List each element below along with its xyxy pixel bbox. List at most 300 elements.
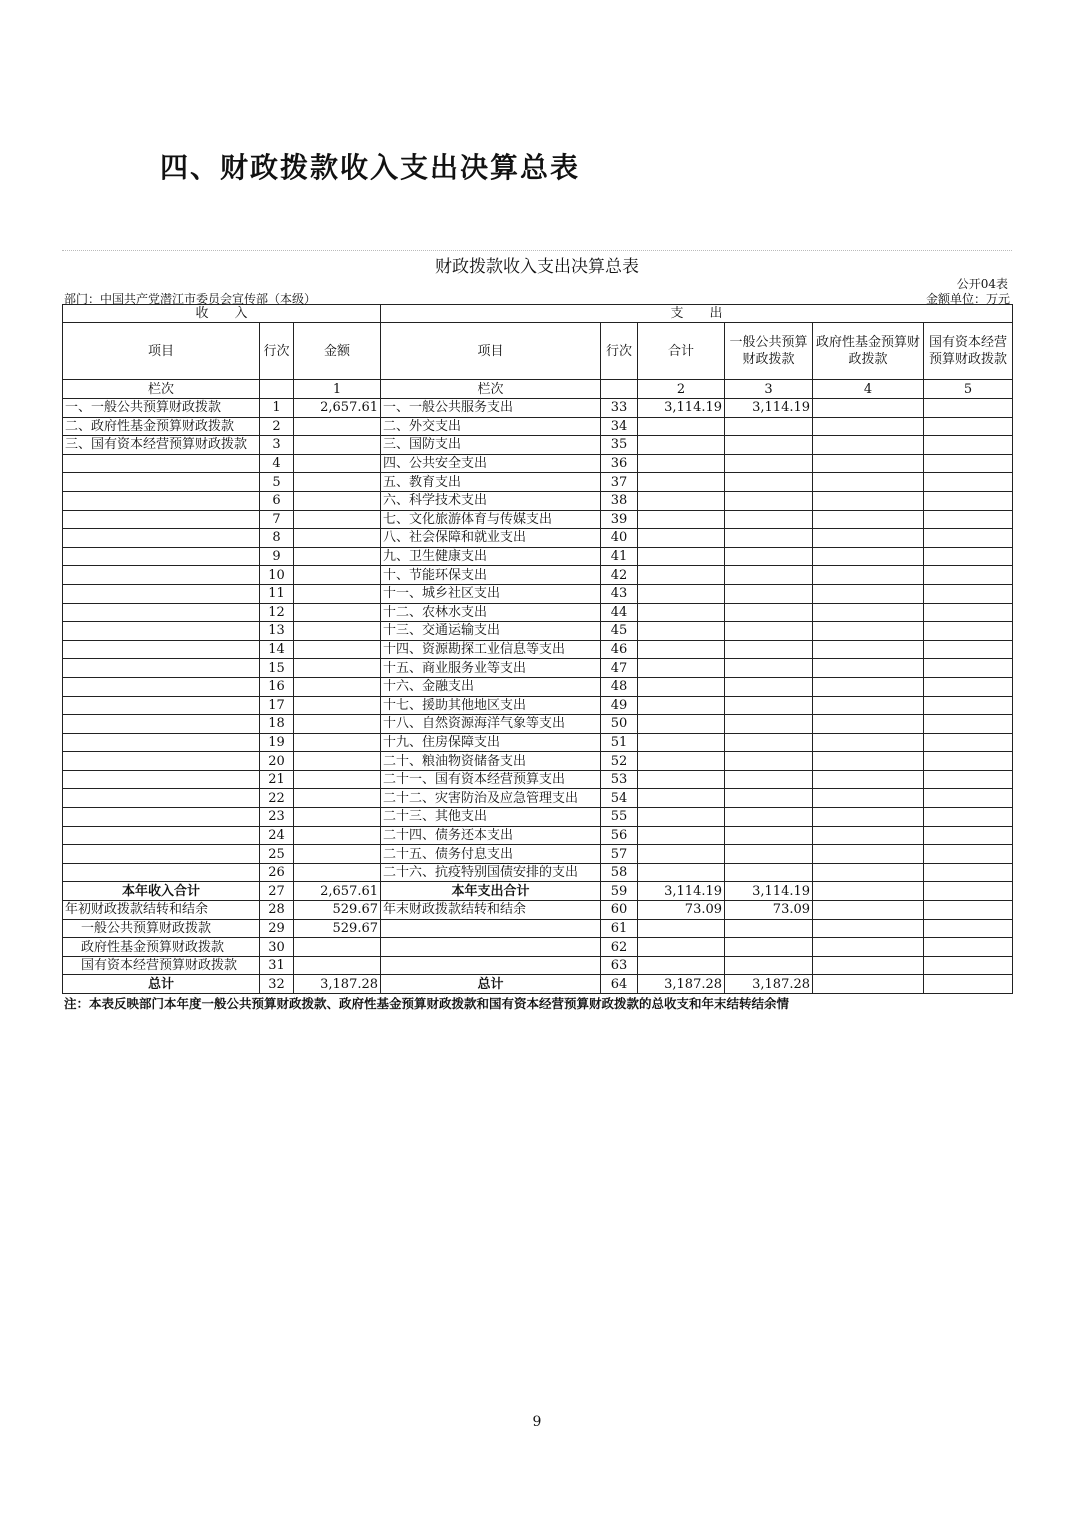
gov-fund-amount: [813, 491, 924, 510]
expense-item: 二十四、债务还本支出: [381, 826, 601, 845]
expense-item: 十九、住房保障支出: [381, 733, 601, 752]
income-item: [63, 770, 260, 789]
income-rowno-header: 行次: [260, 323, 294, 380]
total-amount: [638, 733, 725, 752]
expense-row-no: 47: [601, 659, 638, 678]
expense-row-no: 52: [601, 752, 638, 771]
income-amount: [294, 491, 381, 510]
expense-item: 二十三、其他支出: [381, 808, 601, 827]
income-row-no: 12: [260, 603, 294, 622]
unit-label: 金额单位：万元: [925, 292, 1010, 306]
state-capital-amount: [924, 454, 1013, 473]
table-row: [63, 715, 1013, 734]
income-row-no: 21: [260, 770, 294, 789]
income-amount: [294, 603, 381, 622]
expense-row-no: 37: [601, 473, 638, 492]
expense-row-no: 42: [601, 566, 638, 585]
income-item: [63, 473, 260, 492]
expense-item: 十七、援助其他地区支出: [381, 696, 601, 715]
expense-rowno-header: 行次: [601, 323, 638, 380]
table-row: [63, 770, 1013, 789]
state-capital-amount: [924, 715, 1013, 734]
fiscal-table: [62, 304, 1013, 994]
expense-row-no: 58: [601, 863, 638, 882]
state-capital-amount: [924, 491, 1013, 510]
income-amount: [294, 436, 381, 455]
income-row-no: 1: [260, 399, 294, 418]
income-amount: [294, 696, 381, 715]
income-amount: [294, 752, 381, 771]
table-row: [63, 808, 1013, 827]
page-heading: 四、财政拨款收入支出决算总表: [160, 151, 581, 184]
header-column-row: [63, 323, 1013, 380]
total-amount: [638, 473, 725, 492]
general-budget-amount: [725, 956, 813, 975]
expense-item: 四、公共安全支出: [381, 454, 601, 473]
expense-item: 二、外交支出: [381, 417, 601, 436]
expense-row-no: 56: [601, 826, 638, 845]
income-row-no: 3: [260, 436, 294, 455]
total-amount: [638, 529, 725, 548]
total-amount: [638, 845, 725, 864]
total-amount: [638, 826, 725, 845]
expense-item: 七、文化旅游体育与传媒支出: [381, 510, 601, 529]
total-amount: 3,114.19: [638, 399, 725, 418]
gov-fund-amount: [813, 640, 924, 659]
table-row: [63, 789, 1013, 808]
total-amount: [638, 808, 725, 827]
income-row-no: 7: [260, 510, 294, 529]
expense-row-no: 36: [601, 454, 638, 473]
expense-row-no: 41: [601, 547, 638, 566]
total-amount: [638, 566, 725, 585]
state-capital-amount: [924, 919, 1013, 938]
general-budget-amount: [725, 640, 813, 659]
income-item: [63, 826, 260, 845]
expense-item: 十六、金融支出: [381, 677, 601, 696]
income-row-no: 24: [260, 826, 294, 845]
expense-row-no: 55: [601, 808, 638, 827]
income-amount: [294, 566, 381, 585]
state-capital-amount: [924, 882, 1013, 901]
state-capital-amount: [924, 473, 1013, 492]
general-budget-amount: [725, 491, 813, 510]
expense-row-no: 63: [601, 956, 638, 975]
expense-item: 六、科学技术支出: [381, 491, 601, 510]
income-amount: [294, 770, 381, 789]
total-amount: 3,187.28: [638, 975, 725, 994]
gov-fund-amount: [813, 826, 924, 845]
expense-item: [381, 956, 601, 975]
table-row: [63, 417, 1013, 436]
income-item: [63, 808, 260, 827]
gov-fund-amount: [813, 845, 924, 864]
general-budget-amount: [725, 770, 813, 789]
table-row: [63, 584, 1013, 603]
gov-fund-amount: [813, 696, 924, 715]
income-amount: [294, 938, 381, 957]
expense-item: 三、国防支出: [381, 436, 601, 455]
state-capital-amount: [924, 603, 1013, 622]
table-row: [63, 510, 1013, 529]
total-amount: [638, 584, 725, 603]
general-budget-amount: [725, 938, 813, 957]
income-item: [63, 547, 260, 566]
total-amount: 3,114.19: [638, 882, 725, 901]
gov-fund-header: 政府性基金预算财政拨款: [813, 323, 924, 380]
gov-fund-amount: [813, 622, 924, 641]
expense-item: 十四、资源勘探工业信息等支出: [381, 640, 601, 659]
summary-row: [63, 938, 1013, 957]
income-item: [63, 677, 260, 696]
state-capital-amount: [924, 808, 1013, 827]
expense-item: 二十、粮油物资储备支出: [381, 752, 601, 771]
income-item: [63, 491, 260, 510]
table-row: [63, 826, 1013, 845]
general-budget-amount: [725, 436, 813, 455]
general-budget-amount: 3,114.19: [725, 882, 813, 901]
income-amount: [294, 863, 381, 882]
income-row-no: 2: [260, 417, 294, 436]
expense-row-no: 48: [601, 677, 638, 696]
general-budget-amount: [725, 659, 813, 678]
income-row-no: 13: [260, 622, 294, 641]
general-budget-amount: 73.09: [725, 901, 813, 920]
state-capital-amount: [924, 845, 1013, 864]
expense-row-no: 34: [601, 417, 638, 436]
table-row: [63, 659, 1013, 678]
income-amount: 3,187.28: [294, 975, 381, 994]
total-amount: [638, 491, 725, 510]
income-amount: [294, 733, 381, 752]
income-item: [63, 752, 260, 771]
total-amount: [638, 770, 725, 789]
col-index-2: 2: [638, 380, 725, 399]
general-budget-amount: [725, 677, 813, 696]
general-budget-amount: [725, 919, 813, 938]
total-amount: [638, 919, 725, 938]
table-row: [63, 677, 1013, 696]
expense-item-header: 项目: [381, 323, 601, 380]
income-item: [63, 529, 260, 548]
gov-fund-amount: [813, 752, 924, 771]
expense-item: 八、社会保障和就业支出: [381, 529, 601, 548]
table-row: [63, 752, 1013, 771]
income-amount: [294, 529, 381, 548]
general-budget-amount: [725, 529, 813, 548]
income-amount: [294, 715, 381, 734]
income-amount: [294, 622, 381, 641]
gov-fund-amount: [813, 863, 924, 882]
income-amount: 2,657.61: [294, 882, 381, 901]
income-row-no: 15: [260, 659, 294, 678]
expense-row-no: 46: [601, 640, 638, 659]
income-row-no: 18: [260, 715, 294, 734]
column-index-row: [63, 380, 1013, 399]
gov-fund-amount: [813, 547, 924, 566]
expense-row-no: 64: [601, 975, 638, 994]
gov-fund-amount: [813, 789, 924, 808]
expense-item: 五、教育支出: [381, 473, 601, 492]
general-budget-amount: [725, 417, 813, 436]
table-row: [63, 566, 1013, 585]
income-amount: [294, 473, 381, 492]
col-index-5: 5: [924, 380, 1013, 399]
gov-fund-amount: [813, 770, 924, 789]
income-item: [63, 603, 260, 622]
expense-item: [381, 919, 601, 938]
expense-item: 二十五、债务付息支出: [381, 845, 601, 864]
income-item: [63, 566, 260, 585]
income-group-header: 收 入: [63, 305, 381, 323]
expense-item: 总计: [381, 975, 601, 994]
state-capital-amount: [924, 417, 1013, 436]
table-row: [63, 622, 1013, 641]
total-amount: [638, 677, 725, 696]
general-budget-amount: [725, 566, 813, 585]
income-row-no: 29: [260, 919, 294, 938]
general-budget-amount: [725, 454, 813, 473]
expense-item: 十三、交通运输支出: [381, 622, 601, 641]
income-amount: 2,657.61: [294, 399, 381, 418]
state-capital-amount: [924, 826, 1013, 845]
table-row: [63, 454, 1013, 473]
gov-fund-amount: [813, 882, 924, 901]
general-budget-amount: [725, 603, 813, 622]
income-item: [63, 510, 260, 529]
state-capital-amount: [924, 938, 1013, 957]
general-budget-amount: [725, 510, 813, 529]
state-capital-amount: [924, 956, 1013, 975]
gov-fund-amount: [813, 956, 924, 975]
table-row: [63, 547, 1013, 566]
general-budget-amount: [725, 826, 813, 845]
table-row: [63, 696, 1013, 715]
income-item: [63, 696, 260, 715]
general-budget-amount: [725, 733, 813, 752]
general-budget-amount: [725, 845, 813, 864]
general-budget-amount: 3,114.19: [725, 399, 813, 418]
general-budget-amount: [725, 547, 813, 566]
total-amount: [638, 863, 725, 882]
general-budget-amount: [725, 584, 813, 603]
income-amount: [294, 956, 381, 975]
expense-row-no: 49: [601, 696, 638, 715]
income-amount: [294, 845, 381, 864]
general-budget-header: 一般公共预算财政拨款: [725, 323, 813, 380]
expense-item: 十八、自然资源海洋气象等支出: [381, 715, 601, 734]
gov-fund-amount: [813, 436, 924, 455]
expense-item: 九、卫生健康支出: [381, 547, 601, 566]
income-row-no: 6: [260, 491, 294, 510]
gov-fund-amount: [813, 584, 924, 603]
empty-cell: [260, 380, 294, 399]
state-capital-amount: [924, 696, 1013, 715]
total-header: 合计: [638, 323, 725, 380]
income-row-no: 8: [260, 529, 294, 548]
income-item: [63, 789, 260, 808]
income-amount: [294, 417, 381, 436]
income-row-no: 25: [260, 845, 294, 864]
income-row-no: 32: [260, 975, 294, 994]
expense-group-header: 支 出: [381, 305, 1013, 323]
state-capital-amount: [924, 547, 1013, 566]
income-item: [63, 863, 260, 882]
expense-row-no: 50: [601, 715, 638, 734]
income-amount: [294, 547, 381, 566]
total-amount: [638, 640, 725, 659]
income-row-no: 14: [260, 640, 294, 659]
total-amount: [638, 938, 725, 957]
income-amount: 529.67: [294, 901, 381, 920]
state-capital-amount: [924, 510, 1013, 529]
gov-fund-amount: [813, 566, 924, 585]
general-budget-amount: [725, 808, 813, 827]
expense-item: 年末财政拨款结转和结余: [381, 901, 601, 920]
expense-item: 十二、农林水支出: [381, 603, 601, 622]
income-row-no: 22: [260, 789, 294, 808]
gov-fund-amount: [813, 529, 924, 548]
expense-item: [381, 938, 601, 957]
expense-row-no: 40: [601, 529, 638, 548]
income-item: [63, 454, 260, 473]
state-capital-amount: [924, 659, 1013, 678]
income-row-no: 9: [260, 547, 294, 566]
general-budget-amount: 3,187.28: [725, 975, 813, 994]
expense-row-no: 33: [601, 399, 638, 418]
col-index-3: 3: [725, 380, 813, 399]
general-budget-amount: [725, 863, 813, 882]
state-capital-amount: [924, 566, 1013, 585]
general-budget-amount: [725, 696, 813, 715]
gov-fund-amount: [813, 454, 924, 473]
gov-fund-amount: [813, 808, 924, 827]
general-budget-amount: [725, 473, 813, 492]
expense-row-no: 39: [601, 510, 638, 529]
summary-row: [63, 882, 1013, 901]
total-amount: [638, 752, 725, 771]
state-capital-amount: [924, 863, 1013, 882]
income-item-header: 项目: [63, 323, 260, 380]
state-capital-amount: [924, 640, 1013, 659]
summary-row: [63, 901, 1013, 920]
expense-row-no: 53: [601, 770, 638, 789]
income-row-no: 5: [260, 473, 294, 492]
gov-fund-amount: [813, 417, 924, 436]
income-amount: [294, 677, 381, 696]
state-capital-amount: [924, 399, 1013, 418]
expense-row-no: 54: [601, 789, 638, 808]
state-capital-amount: [924, 733, 1013, 752]
income-amount: [294, 826, 381, 845]
state-capital-amount: [924, 752, 1013, 771]
total-amount: [638, 956, 725, 975]
expense-row-no: 61: [601, 919, 638, 938]
income-row-no: 30: [260, 938, 294, 957]
table-row: [63, 491, 1013, 510]
total-amount: [638, 417, 725, 436]
summary-row: [63, 919, 1013, 938]
income-item: [63, 622, 260, 641]
total-amount: [638, 622, 725, 641]
state-capital-amount: [924, 975, 1013, 994]
table-row: [63, 529, 1013, 548]
expense-item: 一、一般公共服务支出: [381, 399, 601, 418]
table-row: [63, 399, 1013, 418]
gov-fund-amount: [813, 510, 924, 529]
general-budget-amount: [725, 752, 813, 771]
gov-fund-amount: [813, 473, 924, 492]
state-capital-amount: [924, 622, 1013, 641]
income-row-no: 11: [260, 584, 294, 603]
income-item: 一般公共预算财政拨款: [63, 919, 260, 938]
income-item: 二、政府性基金预算财政拨款: [63, 417, 260, 436]
general-budget-amount: [725, 715, 813, 734]
col-label: 栏次: [381, 380, 601, 399]
state-capital-amount: [924, 901, 1013, 920]
income-row-no: 28: [260, 901, 294, 920]
summary-row: [63, 956, 1013, 975]
table-row: [63, 845, 1013, 864]
income-item: 三、国有资本经营预算财政拨款: [63, 436, 260, 455]
income-amount: 529.67: [294, 919, 381, 938]
gov-fund-amount: [813, 399, 924, 418]
total-amount: [638, 715, 725, 734]
header-group-row: [63, 305, 1013, 323]
expense-row-no: 43: [601, 584, 638, 603]
expense-row-no: 38: [601, 491, 638, 510]
expense-item: 十、节能环保支出: [381, 566, 601, 585]
expense-row-no: 62: [601, 938, 638, 957]
income-amount: [294, 789, 381, 808]
total-amount: [638, 603, 725, 622]
gov-fund-amount: [813, 975, 924, 994]
state-capital-amount: [924, 789, 1013, 808]
gov-fund-amount: [813, 733, 924, 752]
table-row: [63, 436, 1013, 455]
table-row: [63, 603, 1013, 622]
expense-row-no: 59: [601, 882, 638, 901]
income-row-no: 26: [260, 863, 294, 882]
income-amount: [294, 640, 381, 659]
state-capital-amount: [924, 529, 1013, 548]
gov-fund-amount: [813, 919, 924, 938]
total-amount: [638, 696, 725, 715]
income-row-no: 19: [260, 733, 294, 752]
income-item: 总计: [63, 975, 260, 994]
title-rule: [62, 250, 1012, 251]
total-amount: [638, 454, 725, 473]
expense-row-no: 60: [601, 901, 638, 920]
income-amount: [294, 584, 381, 603]
income-item: 本年收入合计: [63, 882, 260, 901]
expense-item: 十一、城乡社区支出: [381, 584, 601, 603]
col-index-4: 4: [813, 380, 924, 399]
summary-row: [63, 975, 1013, 994]
state-capital-amount: [924, 584, 1013, 603]
income-item: [63, 715, 260, 734]
income-row-no: 4: [260, 454, 294, 473]
general-budget-amount: [725, 622, 813, 641]
expense-item: 本年支出合计: [381, 882, 601, 901]
col-label: 栏次: [63, 380, 260, 399]
total-amount: [638, 789, 725, 808]
income-row-no: 23: [260, 808, 294, 827]
gov-fund-amount: [813, 659, 924, 678]
income-row-no: 31: [260, 956, 294, 975]
expense-item: 二十一、国有资本经营预算支出: [381, 770, 601, 789]
table-title: 财政拨款收入支出决算总表: [435, 257, 639, 277]
